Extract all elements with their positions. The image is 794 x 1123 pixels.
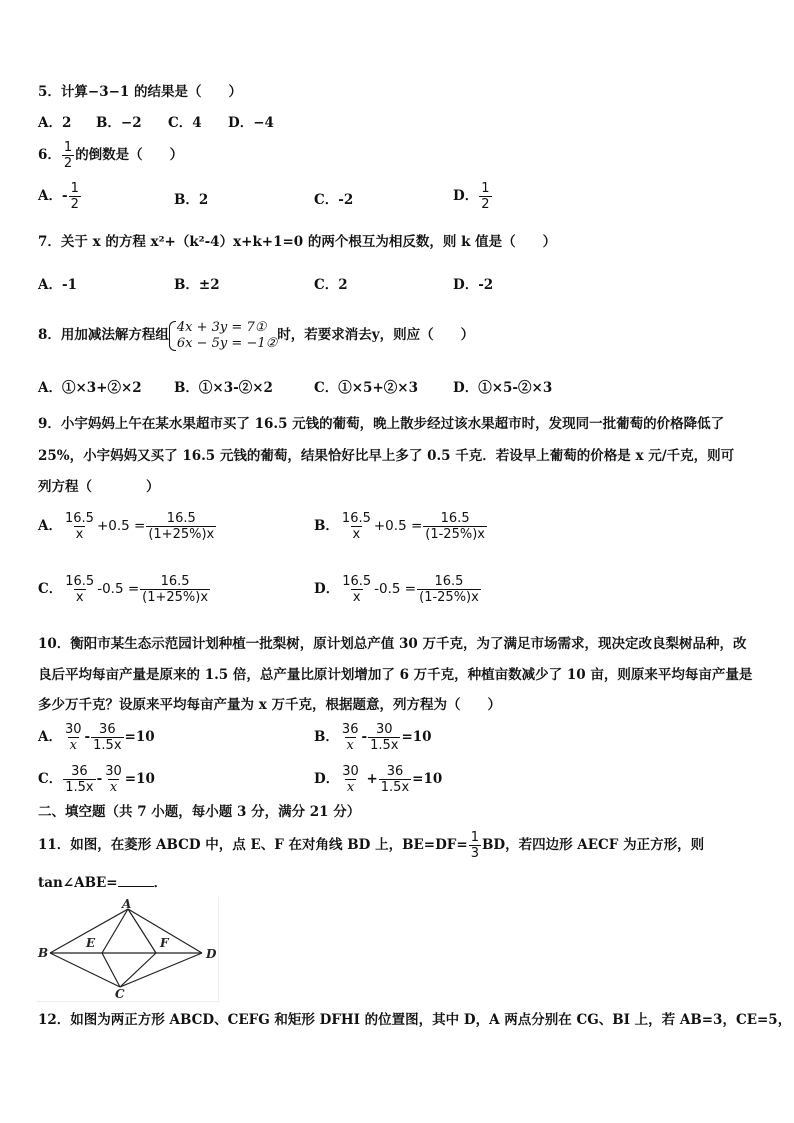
q11-stem-pre: 11．如图，在菱形 ABCD 中，点 E、F 在对角线 BD 上，BE=DF= bbox=[38, 837, 468, 853]
q11-fraction-denominator: 3 bbox=[470, 846, 479, 861]
q10-option-b-denominator-2: 1.5x bbox=[370, 738, 399, 753]
q9-option-d bbox=[314, 574, 482, 605]
q6-stem bbox=[38, 140, 183, 171]
q10-option-d-numerator-2: 36 bbox=[386, 764, 404, 779]
q9-option-b-right-denominator: (1-25%)x bbox=[425, 527, 485, 542]
q6-option-d bbox=[453, 181, 493, 212]
q9-option-c-left-numerator: 16.5 bbox=[65, 574, 95, 589]
q9-option-a-label: A． bbox=[38, 518, 62, 534]
q9-option-b-right-numerator: 16.5 bbox=[440, 511, 470, 526]
q9-option-b bbox=[314, 511, 488, 542]
q10-option-d-label: D． bbox=[314, 771, 340, 787]
q6-stem-tail: 的倒数是（ ） bbox=[75, 147, 184, 163]
q9-option-d-label: D． bbox=[314, 581, 340, 597]
q7-option-a: A．-1 bbox=[38, 277, 77, 293]
rhombus-figure bbox=[36, 897, 219, 1002]
q10-option-b: B． $\frac{36}{x}$ - $\frac{30}{1.5x}$ =10 bbox=[314, 722, 432, 753]
q11-answer-blank[interactable] bbox=[118, 874, 154, 887]
q8-option-a: A．①×3+②×2 bbox=[38, 380, 142, 396]
q9-option-c-left-fraction bbox=[63, 574, 96, 605]
q9-option-d-left-denominator: x bbox=[352, 590, 361, 605]
q6-option-d-denominator: 2 bbox=[481, 197, 490, 212]
q9-option-c-right-numerator: 16.5 bbox=[160, 574, 190, 589]
q10-line-2: 良后平均每亩产量是原来的 1.5 倍，总产量比原计划增加了 6 万千克，种植亩数减少了 10 亩，则原来平均每亩产量是 bbox=[38, 667, 753, 683]
q10-option-a-numerator-1: 30 bbox=[64, 722, 82, 737]
q11-stem bbox=[38, 826, 704, 864]
q11-fraction-numerator: 1 bbox=[470, 830, 479, 845]
q10-option-d-denominator-2: 1.5x bbox=[380, 780, 410, 795]
q9-option-b-left-fraction bbox=[340, 511, 373, 542]
q10-option-c-denominator-2: x bbox=[109, 780, 118, 795]
q9-option-c-operator: -0.5 = bbox=[97, 581, 140, 597]
q10-option-d-fraction-1 bbox=[340, 764, 361, 795]
q10-option-c-label: C． bbox=[38, 771, 63, 787]
q6-option-a-fraction bbox=[69, 181, 81, 212]
q6-option-a bbox=[38, 181, 82, 212]
q9-option-b-label: B． bbox=[314, 518, 339, 534]
q10-option-c-fraction-1 bbox=[63, 764, 95, 795]
q12-line-1: 12．如图为两正方形 ABCD、CEFG 和矩形 DFHI 的位置图，其中 D，A 两点分别在 CG、BI 上，若 AB=3，CE=5， bbox=[38, 1012, 792, 1028]
q8-equation-system bbox=[169, 320, 277, 352]
q8-stem bbox=[38, 313, 474, 357]
q8-brace bbox=[169, 321, 176, 351]
q7-option-b: B．±2 bbox=[174, 277, 220, 293]
q9-option-d-right-fraction bbox=[417, 574, 481, 605]
q10-option-c-numerator-2: 30 bbox=[105, 764, 122, 779]
q9-option-c-left-denominator: x bbox=[75, 590, 84, 605]
q10-option-a-fraction-2 bbox=[91, 722, 123, 753]
q6-option-d-label: D． bbox=[453, 188, 479, 204]
q6-option-a-numerator: 1 bbox=[70, 181, 79, 196]
q10-option-c: C． $\frac{36}{1.5x}$ - $\frac{30}{x}$ =10 bbox=[38, 764, 155, 795]
q11-fraction bbox=[469, 830, 481, 861]
q5-option-c: C．4 bbox=[168, 115, 202, 131]
q6-fraction bbox=[62, 140, 74, 171]
section-heading-fill-in: 二、填空题（共 7 小题，每小题 3 分，满分 21 分） bbox=[38, 804, 361, 820]
q10-option-d-fraction-2 bbox=[379, 764, 411, 795]
q10-option-b-denominator-1: x bbox=[346, 738, 354, 753]
q9-option-a-left-denominator: x bbox=[75, 527, 84, 542]
q5-option-b: B．−2 bbox=[96, 115, 142, 131]
vertex-label-e: E bbox=[86, 936, 96, 950]
q5-option-a: A．2 bbox=[38, 115, 72, 131]
q6-option-d-fraction bbox=[479, 181, 491, 212]
q10-option-d: D． $\frac{30}{x}$ + $\frac{36}{1.5x}$ =10 bbox=[314, 764, 443, 795]
q9-line-3: 列方程（ ） bbox=[38, 479, 160, 495]
q5-option-d: D．−4 bbox=[228, 115, 274, 131]
q10-option-c-equals: =10 bbox=[124, 771, 155, 787]
q9-option-c bbox=[38, 574, 211, 605]
q9-option-b-left-numerator: 16.5 bbox=[341, 511, 371, 526]
q6-option-a-label: A．- bbox=[38, 188, 68, 204]
q11-answer-end: ． bbox=[153, 875, 168, 891]
q9-option-d-right-numerator: 16.5 bbox=[434, 574, 464, 589]
q7-option-d: D．-2 bbox=[453, 277, 494, 293]
q9-option-b-left-denominator: x bbox=[352, 527, 361, 542]
q10-option-a-label: A． bbox=[38, 729, 62, 745]
q8-option-c: C．①×5+②×3 bbox=[314, 380, 418, 396]
q9-option-d-operator: -0.5 = bbox=[374, 581, 417, 597]
q9-option-a-right-denominator: (1+25%)x bbox=[148, 527, 215, 542]
q7-option-c: C．2 bbox=[314, 277, 348, 293]
q9-option-a-operator: +0.5 = bbox=[96, 518, 146, 534]
rhombus-diagram bbox=[36, 897, 218, 1001]
q8-option-d: D．①×5-②×3 bbox=[453, 380, 553, 396]
q10-option-a-fraction-1 bbox=[63, 722, 84, 753]
q10-option-a: A． $\frac{30}{x}$ - $\frac{36}{1.5x}$ =10 bbox=[38, 722, 155, 753]
q10-option-b-equals: =10 bbox=[401, 729, 432, 745]
q9-option-d-left-numerator: 16.5 bbox=[342, 574, 372, 589]
q10-option-c-fraction-2 bbox=[103, 764, 124, 795]
q9-option-c-right-denominator: (1+25%)x bbox=[142, 590, 209, 605]
q9-line-2: 25%，小宇妈妈又买了 16.5 元钱的葡萄，结果恰好比早上多了 0.5 千克．若设早上葡萄的价格是 x 元/千克，则可 bbox=[38, 448, 735, 464]
q10-option-c-denominator-1: 1.5x bbox=[65, 780, 94, 795]
q10-line-1: 10．衡阳市某生态示范园计划种植一批梨树，原计划总产值 30 万千克，为了满足市场需求，现决定改良梨树品种，改 bbox=[38, 636, 747, 652]
vertex-label-d: D bbox=[206, 947, 217, 961]
q9-option-d-right-denominator: (1-25%)x bbox=[419, 590, 479, 605]
vertex-label-f: F bbox=[160, 936, 169, 950]
q10-option-a-numerator-2: 36 bbox=[99, 722, 116, 737]
q10-option-c-numerator-1: 36 bbox=[71, 764, 88, 779]
q10-option-b-label: B． bbox=[314, 729, 339, 745]
q6-fraction-numerator: 1 bbox=[63, 140, 73, 155]
q9-option-a-right-fraction bbox=[146, 511, 216, 542]
q7-stem: 7．关于 x 的方程 x²+（k²-4）x+k+1=0 的两个根互为相反数，则 k 值是（ ） bbox=[38, 234, 557, 250]
q10-option-b-numerator-2: 30 bbox=[375, 722, 393, 737]
q9-option-a-right-numerator: 16.5 bbox=[166, 511, 196, 526]
q5-stem: 5．计算−3−1 的结果是（ ） bbox=[38, 84, 243, 100]
q10-option-a-equals: =10 bbox=[124, 729, 155, 745]
q9-line-1: 9．小宇妈妈上午在某水果超市买了 16.5 元钱的葡萄，晚上散步经过该水果超市时，发现同一批葡萄的价格降低了 bbox=[38, 416, 725, 432]
q9-option-c-label: C． bbox=[38, 581, 63, 597]
q10-option-b-fraction-1 bbox=[340, 722, 361, 753]
q10-option-d-denominator-1: x bbox=[346, 780, 355, 795]
q8-option-b: B．①×3-②×2 bbox=[174, 380, 273, 396]
q6-option-a-denominator: 2 bbox=[70, 197, 79, 212]
q10-option-d-numerator-1: 30 bbox=[342, 764, 359, 779]
q6-number: 6． bbox=[38, 147, 61, 163]
q9-option-b-right-fraction bbox=[423, 511, 487, 542]
q6-option-c: C．-2 bbox=[314, 192, 354, 208]
q8-equation-1: 4x + 3y = 7① bbox=[176, 319, 267, 335]
q9-option-b-operator: +0.5 = bbox=[373, 518, 423, 534]
q8-stem-post: 时，若要求消去y，则应（ ） bbox=[277, 327, 475, 343]
q11-stem-post: BD，若四边形 AECF 为正方形，则 bbox=[481, 837, 705, 853]
q9-option-a-left-numerator: 16.5 bbox=[64, 511, 94, 526]
q10-option-b-numerator-1: 36 bbox=[341, 722, 359, 737]
q6-fraction-denominator: 2 bbox=[63, 156, 73, 171]
vertex-label-a: A bbox=[122, 897, 132, 911]
q10-option-b-fraction-2 bbox=[368, 722, 400, 753]
q9-option-d-left-fraction bbox=[340, 574, 373, 605]
q9-option-a-left-fraction bbox=[63, 511, 96, 542]
q6-option-d-numerator: 1 bbox=[481, 181, 490, 196]
q8-stem-pre: 8．用加减法解方程组 bbox=[38, 327, 169, 343]
q9-option-c-right-fraction bbox=[140, 574, 210, 605]
q11-answer-line bbox=[38, 873, 167, 893]
vertex-label-b: B bbox=[38, 946, 49, 960]
q6-option-b: B．2 bbox=[174, 192, 209, 208]
q9-option-a bbox=[38, 511, 217, 542]
q11-answer-prefix: tan∠ABE= bbox=[38, 875, 118, 891]
q10-option-d-equals: =10 bbox=[412, 771, 443, 787]
q10-line-3: 多少万千克？设原来平均每亩产量为 x 万千克，根据题意，列方程为（ ） bbox=[38, 697, 501, 713]
q10-option-a-denominator-1: x bbox=[69, 738, 77, 753]
q8-equation-2: 6x − 5y = −1② bbox=[176, 335, 278, 351]
vertex-label-c: C bbox=[115, 987, 125, 1001]
q10-option-a-denominator-2: 1.5x bbox=[93, 738, 122, 753]
